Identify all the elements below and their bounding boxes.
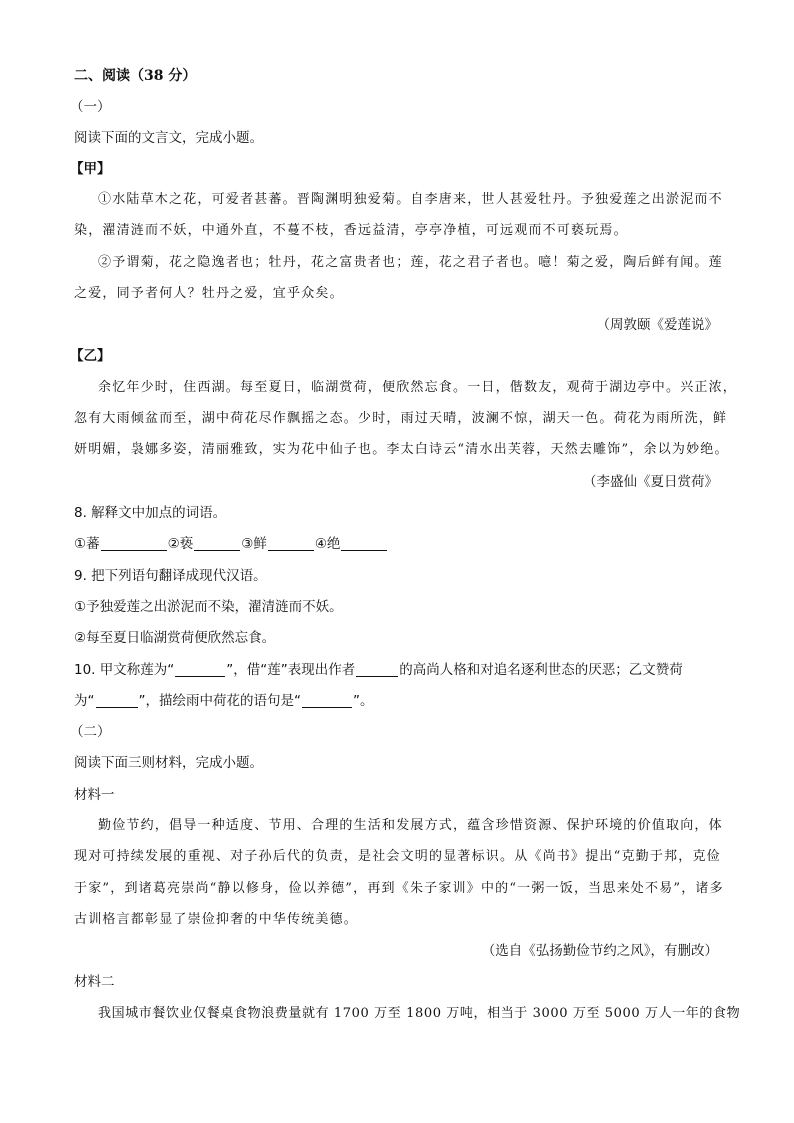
instruction: 阅读下面三则材料，完成小题。 xyxy=(74,755,263,771)
question-9-sentence: ①予独爱莲之出淤泥而不染，濯清涟而不妖。 xyxy=(74,599,343,615)
answer-blank[interactable] xyxy=(268,535,314,551)
classical-text-line: 妍明媚，袅娜多姿，清丽雅致，实为花中仙子也。李太白诗云“清水出芙蓉，天然去雕饰”，余以为妙绝。 xyxy=(74,442,729,457)
material-source: （选自《弘扬勤俭节约之风》，有删改） xyxy=(481,943,718,959)
q10-text: ”，借“莲”表现出作者 xyxy=(226,662,356,678)
part-label: （二） xyxy=(70,724,111,740)
classical-text-line: 忽有大雨倾盆而至，湖中荷花尽作飘摇之态。少时，雨过天晴，波澜不惊，湖天一色。荷花为雨所洗，鲜 xyxy=(74,411,728,426)
passage-label-yi: 【乙】 xyxy=(70,348,111,364)
material-text-line: 古训格言都彰显了崇俭抑奢的中华传统美德。 xyxy=(74,912,359,927)
answer-blank[interactable] xyxy=(356,661,398,677)
material-text-line: 勤俭节约，倡导一种适度、节用、合理的生活和发展方式，蕴含珍惜资源、保护环境的价值取向，体 xyxy=(98,818,723,833)
answer-blank[interactable] xyxy=(101,535,167,551)
material-text-line: 现对可持续发展的重视、对子孙后代的负责，是社会文明的显著标识。从《尚书》提出“克勤于邦，克俭 xyxy=(74,849,721,864)
classical-text-line: 之爱，同予者何人？牡丹之爱，宜乎众矣。 xyxy=(74,286,344,301)
classical-text-line: ②予谓菊，花之隐逸者也；牡丹，花之富贵者也；莲，花之君子者也。噫！菊之爱，陶后鲜有闻。莲 xyxy=(98,255,723,270)
question-9-stem: 9. 把下列语句翻译成现代汉语。 xyxy=(74,568,267,584)
classical-text-line: ①水陆草木之花，可爱者甚蕃。晋陶渊明独爱菊。自李唐来，世人甚爱牡丹。予独爱莲之出淤泥而不 xyxy=(98,192,723,207)
classical-text-line: 染，濯清涟而不妖，中通外直，不蔓不枝，香远益清，亭亭净植，可远观而不可亵玩焉。 xyxy=(74,223,628,238)
q10-text: ”。 xyxy=(353,693,374,709)
classical-text-line: 余忆年少时，住西湖。每至夏日，临湖赏荷，便欣然忘食。一日，偕数友，观荷于湖边亭中。兴正浓， xyxy=(98,380,738,395)
q8-item: ④绝 xyxy=(314,536,341,552)
answer-blank[interactable] xyxy=(194,535,240,551)
q10-text: 的高尚人格和对追名逐利世态的厌恶；乙文赞荷 xyxy=(399,662,683,678)
q8-item: ③鲜 xyxy=(241,536,267,552)
question-10-line xyxy=(74,660,683,680)
passage-source: （李盛仙《夏日赏荷》 xyxy=(583,474,718,490)
material-label: 材料二 xyxy=(74,974,115,990)
material-label: 材料一 xyxy=(74,787,115,803)
answer-blank[interactable] xyxy=(96,692,138,708)
section-title: 二、阅读（38 分） xyxy=(74,68,197,84)
answer-blank[interactable] xyxy=(302,692,352,708)
passage-label-jia: 【甲】 xyxy=(70,161,111,177)
instruction: 阅读下面的文言文，完成小题。 xyxy=(74,130,263,146)
answer-blank[interactable] xyxy=(175,661,225,677)
question-9-sentence: ②每至夏日临湖赏荷便欣然忘食。 xyxy=(74,630,276,646)
q10-text: ”，描绘雨中荷花的语句是“ xyxy=(138,693,301,709)
part-label: （一） xyxy=(70,99,111,115)
answer-blank[interactable] xyxy=(341,535,387,551)
passage-source: （周敦颐《爱莲说》 xyxy=(596,317,718,333)
q8-item: ②亵 xyxy=(167,536,194,552)
question-8-stem: 8. 解释文中加点的词语。 xyxy=(74,505,227,521)
q10-text: 为“ xyxy=(74,693,95,709)
question-8-items xyxy=(74,534,388,554)
q10-text: 10. 甲文称莲为“ xyxy=(74,662,175,678)
q8-item: ①蕃 xyxy=(74,536,100,552)
material-text-line: 于家”，到诸葛亮崇尚“静以修身，俭以养德”，再到《朱子家训》中的“一粥一饭，当思来处不易”，诸多 xyxy=(74,881,724,896)
material-text-line: 我国城市餐饮业仅餐桌食物浪费量就有 1700 万至 1800 万吨，相当于 3000 万至 5000 万人一年的食物 xyxy=(98,1006,741,1021)
question-10-line xyxy=(74,691,374,711)
